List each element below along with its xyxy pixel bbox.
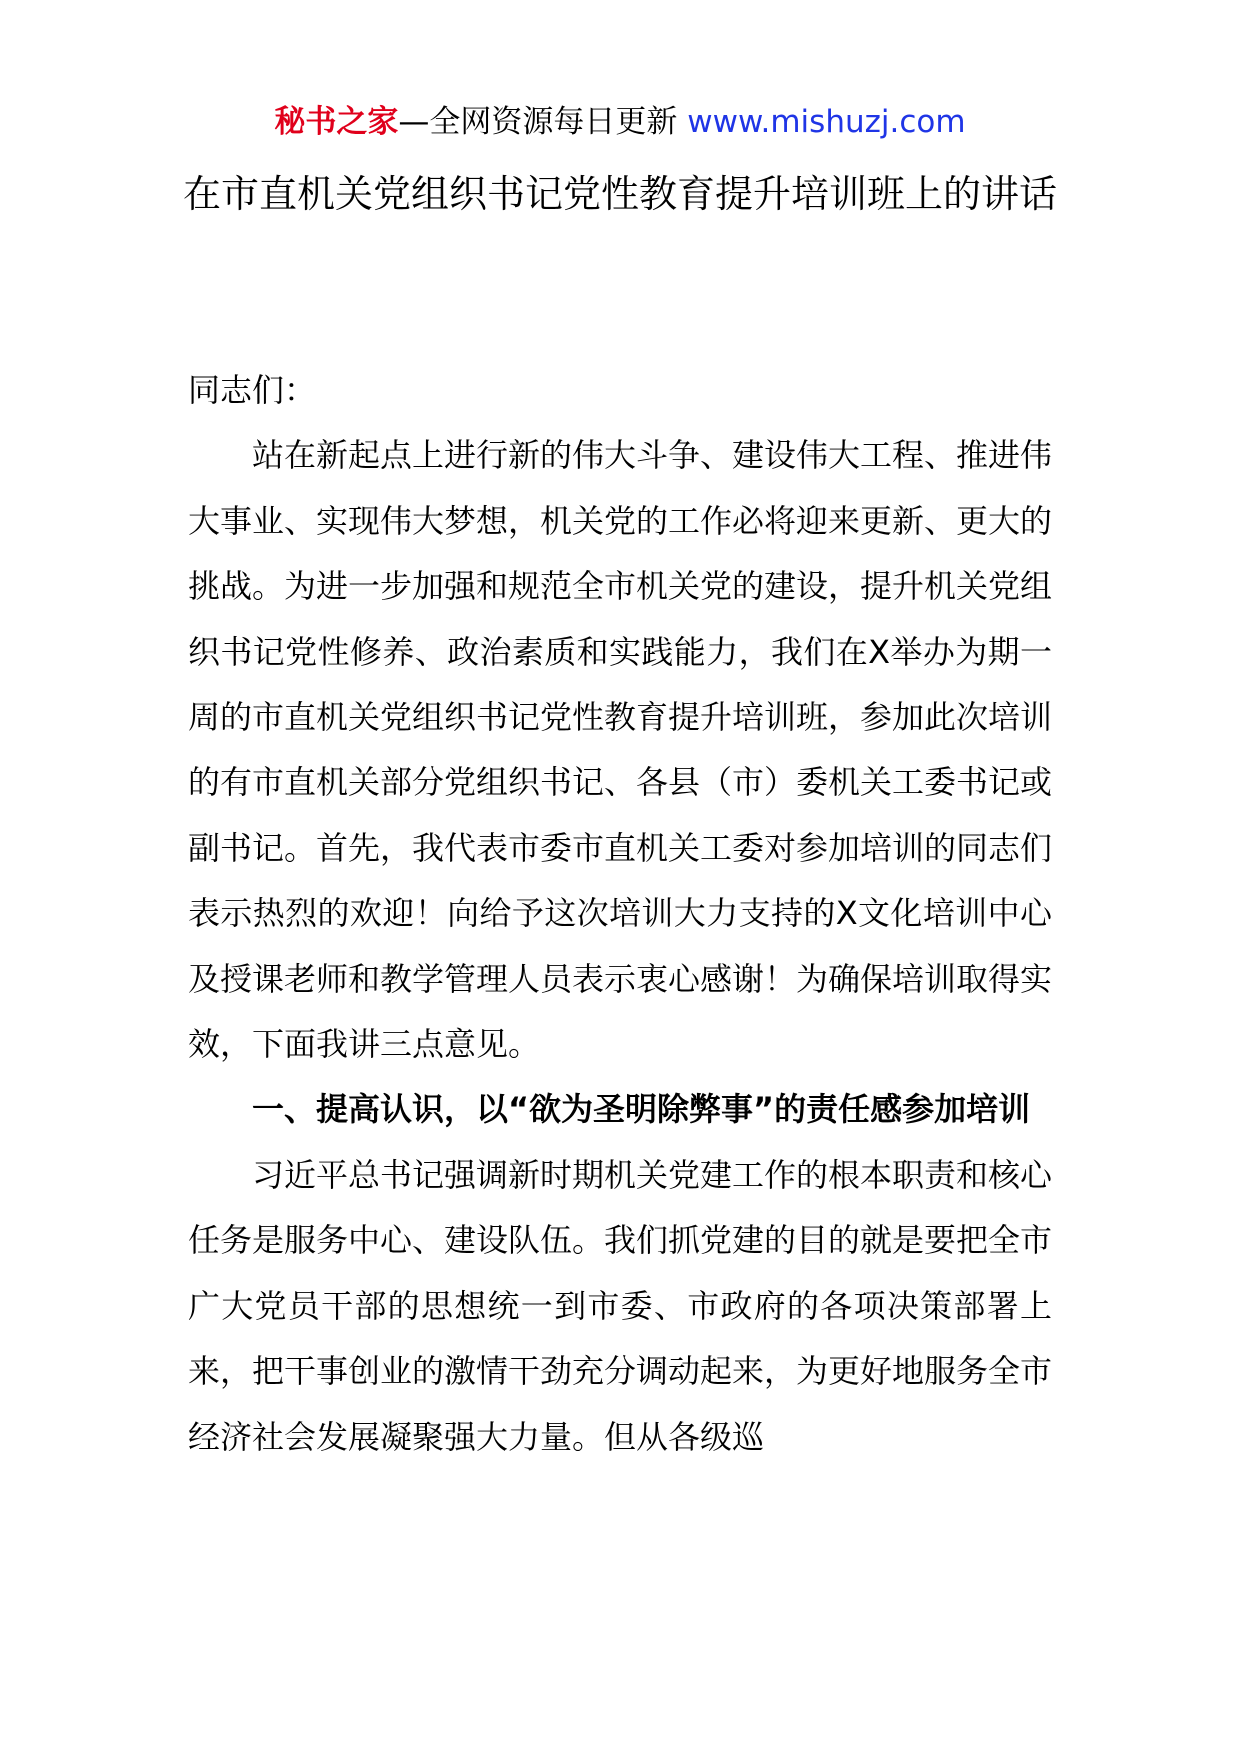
watermark-tagline: —全网资源每日更新 bbox=[398, 104, 688, 140]
paragraph-section-one: 习近平总书记强调新时期机关党建工作的根本职责和核心任务是服务中心、建设队伍。我们抓党建的目的就是要把全市广大党员干部的思想统一到市委、市政府的各项决策部署上来，把干事创业的激情干劲充分调动起来，为更好地服务全市经济社会发展凝聚强大力量。但从各级巡 bbox=[188, 1155, 1053, 1456]
watermark-header bbox=[0, 100, 1240, 144]
document-body bbox=[188, 358, 1052, 1470]
watermark-url: www.mishuzj.com bbox=[687, 104, 966, 140]
paragraph-intro: 站在新起点上进行新的伟大斗争、建设伟大工程、推进伟大事业、实现伟大梦想，机关党的工作必将迎来更新、更大的挑战。为进一步加强和规范全市机关党的建设，提升机关党组织书记党性修养、政治素质和实践能力，我们在X举办为期一周的市直机关党组织书记党性教育提升培训班，参加此次培训的有市直机关部分党组织书记、各县（市）委机关工委书记或副书记。首先，我代表市委市直机关工委对参加培训的同志们表示热烈的欢迎！向给予这次培训大力支持的X文化培训中心及授课老师和教学管理人员表示衷心感谢！为确保培训取得实效，下面我讲三点意见。 bbox=[188, 436, 1053, 1064]
watermark-brand: 秘书之家 bbox=[274, 104, 399, 140]
salutation: 同志们： bbox=[188, 371, 317, 409]
section-heading: 一、提高认识，以“欲为圣明除弊事”的责任感参加培训 bbox=[252, 1090, 1031, 1129]
document-title: 在市直机关党组织书记党性教育提升培训班上的讲话 bbox=[182, 172, 1057, 216]
